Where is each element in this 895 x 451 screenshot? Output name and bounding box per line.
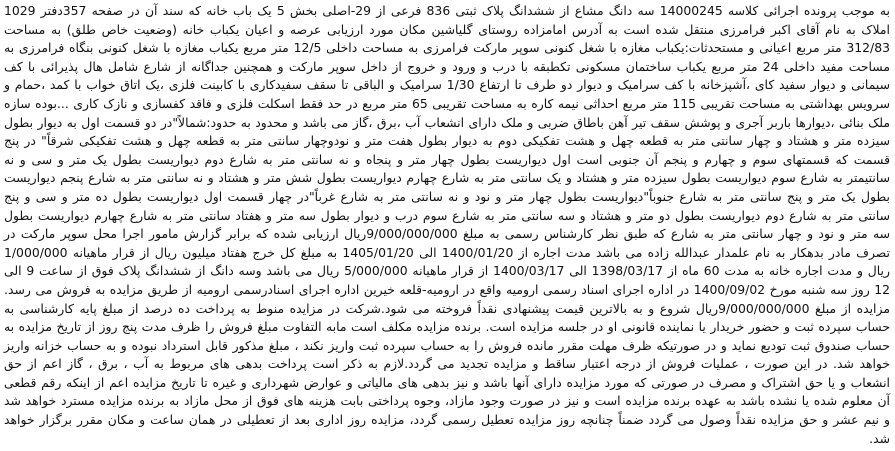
auction-notice-body: به موجب پرونده اجرائی کلاسه 14000245 سه دانگ مشاع از ششدانگ پلاک ثبتی 836 فرعی از 29-اصلی بخش 5 یک باب خانه که سند آن در صفحه 357دفتر 1029 املاک به نام آقای اکبر فرامرزی منتقل شده است به آدرس امامزاده روستای گلیاشین مکان مورد ارزیابی عرصه و اعیان یکباب خانه (وضعیت خاص طلق) به مساحت 312/83 متر مربع اعیانی و مستحدثات:یکباب مغازه با شغل کنونی سوپر مارکت فرامرزی به مساحت داخلی 12/5 متر مربع یکباب مغازه با شغل کنونی بنگاه فرامرزی به مساحت مفید داخلی 24 متر مربع یکباب ساختمان مسکونی تکطبقه با درب و ورود و خروج از داخل سوپر مارکت و همچنین جداگانه از شارع شامل هال پذیرائی با کف سیمانی و دیوار سفید کای ،آشپزخانه با کف سرامیک و دیوار دو طرف تا ارتفاع 1/30 سرامیک و الباقی تا سقف سفیدکاری با کابینت فلزی ،یک اتاق خواب با کمد ،حمام و سرویس بهداشتی به مساحت تقریبی 115 متر مربع احداثی نیمه کاره به مساحت تقریبی 65 متر مربع در حد فقط اسکلت فلزی و فاقد کفسازی و نازک کاری ...بوده سازه ملک بنائی ،دیوارها باربر آجری و پوشش سقف تیر آهن باطاق ضربی و ملک دارای انشعاب آب ،برق ،گاز می باشد و محدود به حدود:شمالاً"در دو قسمت اول به دیوار بطول سیزده متر و هشتاد و چهار سانتی متر به قطعه چهل و هشت تفکیکی دوم به دیوار بطول هفت متر و نودوچهار سانتی متر به قطعه چهل و هشت تفکیکی شرقاً" در پنج قسمت که قسمتهای سوم و چهارم و پنجم آن جنوبی است اول دیواریست بطول چهار متر و پنجاه و نه سانتی متر به شارع دوم دیواریست بطول یک متر و سی و نه سانتیمتر به شارع سوم دیواریست بطول سیزده متر و هشتاد و یک سانتی متر به شارع چهارم دیواریست بطول شش متر و هشتاد و نه سانتی متر به شارع پنجم دیواریست بطول یک متر و پنج سانتی متر به شارع جنوباً"دیواریست بطول چهار متر و نود و نه سانتی متر به شارع غرباً"در چهار قسمت اول دیواریست بطول ده متر و سی و پنج سانتی متر به شارع دوم دیواریست بطول دو متر و هشتاد و سه سانتی متر به شارع سوم درب و دیوار بطول سه متر و هفتاد سانتی متر به شارع چهارم دیواریست بطول سه متر و نود و چهار سانتی متر به شارع که طبق نظر کارشناس رسمی به مبلغ 9/000/000/000ریال ارزیابی شده که برابر گزارش مامور اجرا محل سوپر مارکت در تصرف مادر بدهکار به نام علمدار عبدالله زاده می باشد مدت اجاره از 1400/01/20 الی 1405/01/20 به مبلغ کل خرج هفتاد میلیون ریال از قرار ماهیانه 1/000/000 ریال و مدت اجاره خانه به مدت 60 ماه از 1398/03/17 الی 1400/03/17 از قرار ماهیانه 5/000/000 ریال می باشد وسه دانگ از ششدانگ پلاک فوق از ساعت 9 الی 12 روز سه شنبه مورخ 1400/09/02 در اداره اجرای اسناد رسمی ارومیه واقع در ارومیه-قلعه خیرین اداره اجرای اسنادرسمی ارومیه از طریق مزایده به فروش می رسد. مزایده از مبلغ 9/000/000/000ریال شروع و به بالاترین قیمت پیشنهادی نقداً فروخته می شود.شرکت در مزایده منوط به پرداخت ده درصد از مبلغ پایه کارشناسی به حساب سپرده ثبت و حضور خریدار یا نماینده قانونی او در جلسه مزایده است. برنده مزایده مکلف است مابه التفاوت مبلغ فروش را ظرف مدت پنج روز از تاریخ مزایده به حساب صندوق ثبت تودیع نماید و در صورتیکه ظرف مهلت مقرر مانده فروش را به حساب سپرده ثبت واریز نکند ، مبلغ مذکور قابل استرداد نبوده و به حساب خزانه واریز خواهد شد. در این صورت ، عملیات فروش از درجه اعتبار ساقط و مزایده تجدید می گردد.لازم به ذکر است پرداخت بدهی های مربوط به آب ، برق ، گاز اعم از حق انشعاب و یا حق اشتراک و مصرف در صورتی که مورد مزایده دارای آنها باشد و نیز بدهی های مالیاتی و عوارض شهرداری و غیره تا تاریخ مزایده اعم از اینکه رقم قطعی آن معلوم شده یا نشده باشد به عهده برنده مزایده است و نیز در صورت وجود مازاد، وجوه پرداختی بابت هزینه های فوق از محل مازاد به برنده مزایده مسترد خواهد شد و نیم عشر و حق مزایده نقداً وصول می گردد ضمناً چنانچه روز مزایده تعطیل رسمی گردد، مزایده روز اداری بعد از تعطیلی در همان ساعت و مکان مقرر برگزار خواهد شد.	[4, 3, 891, 446]
